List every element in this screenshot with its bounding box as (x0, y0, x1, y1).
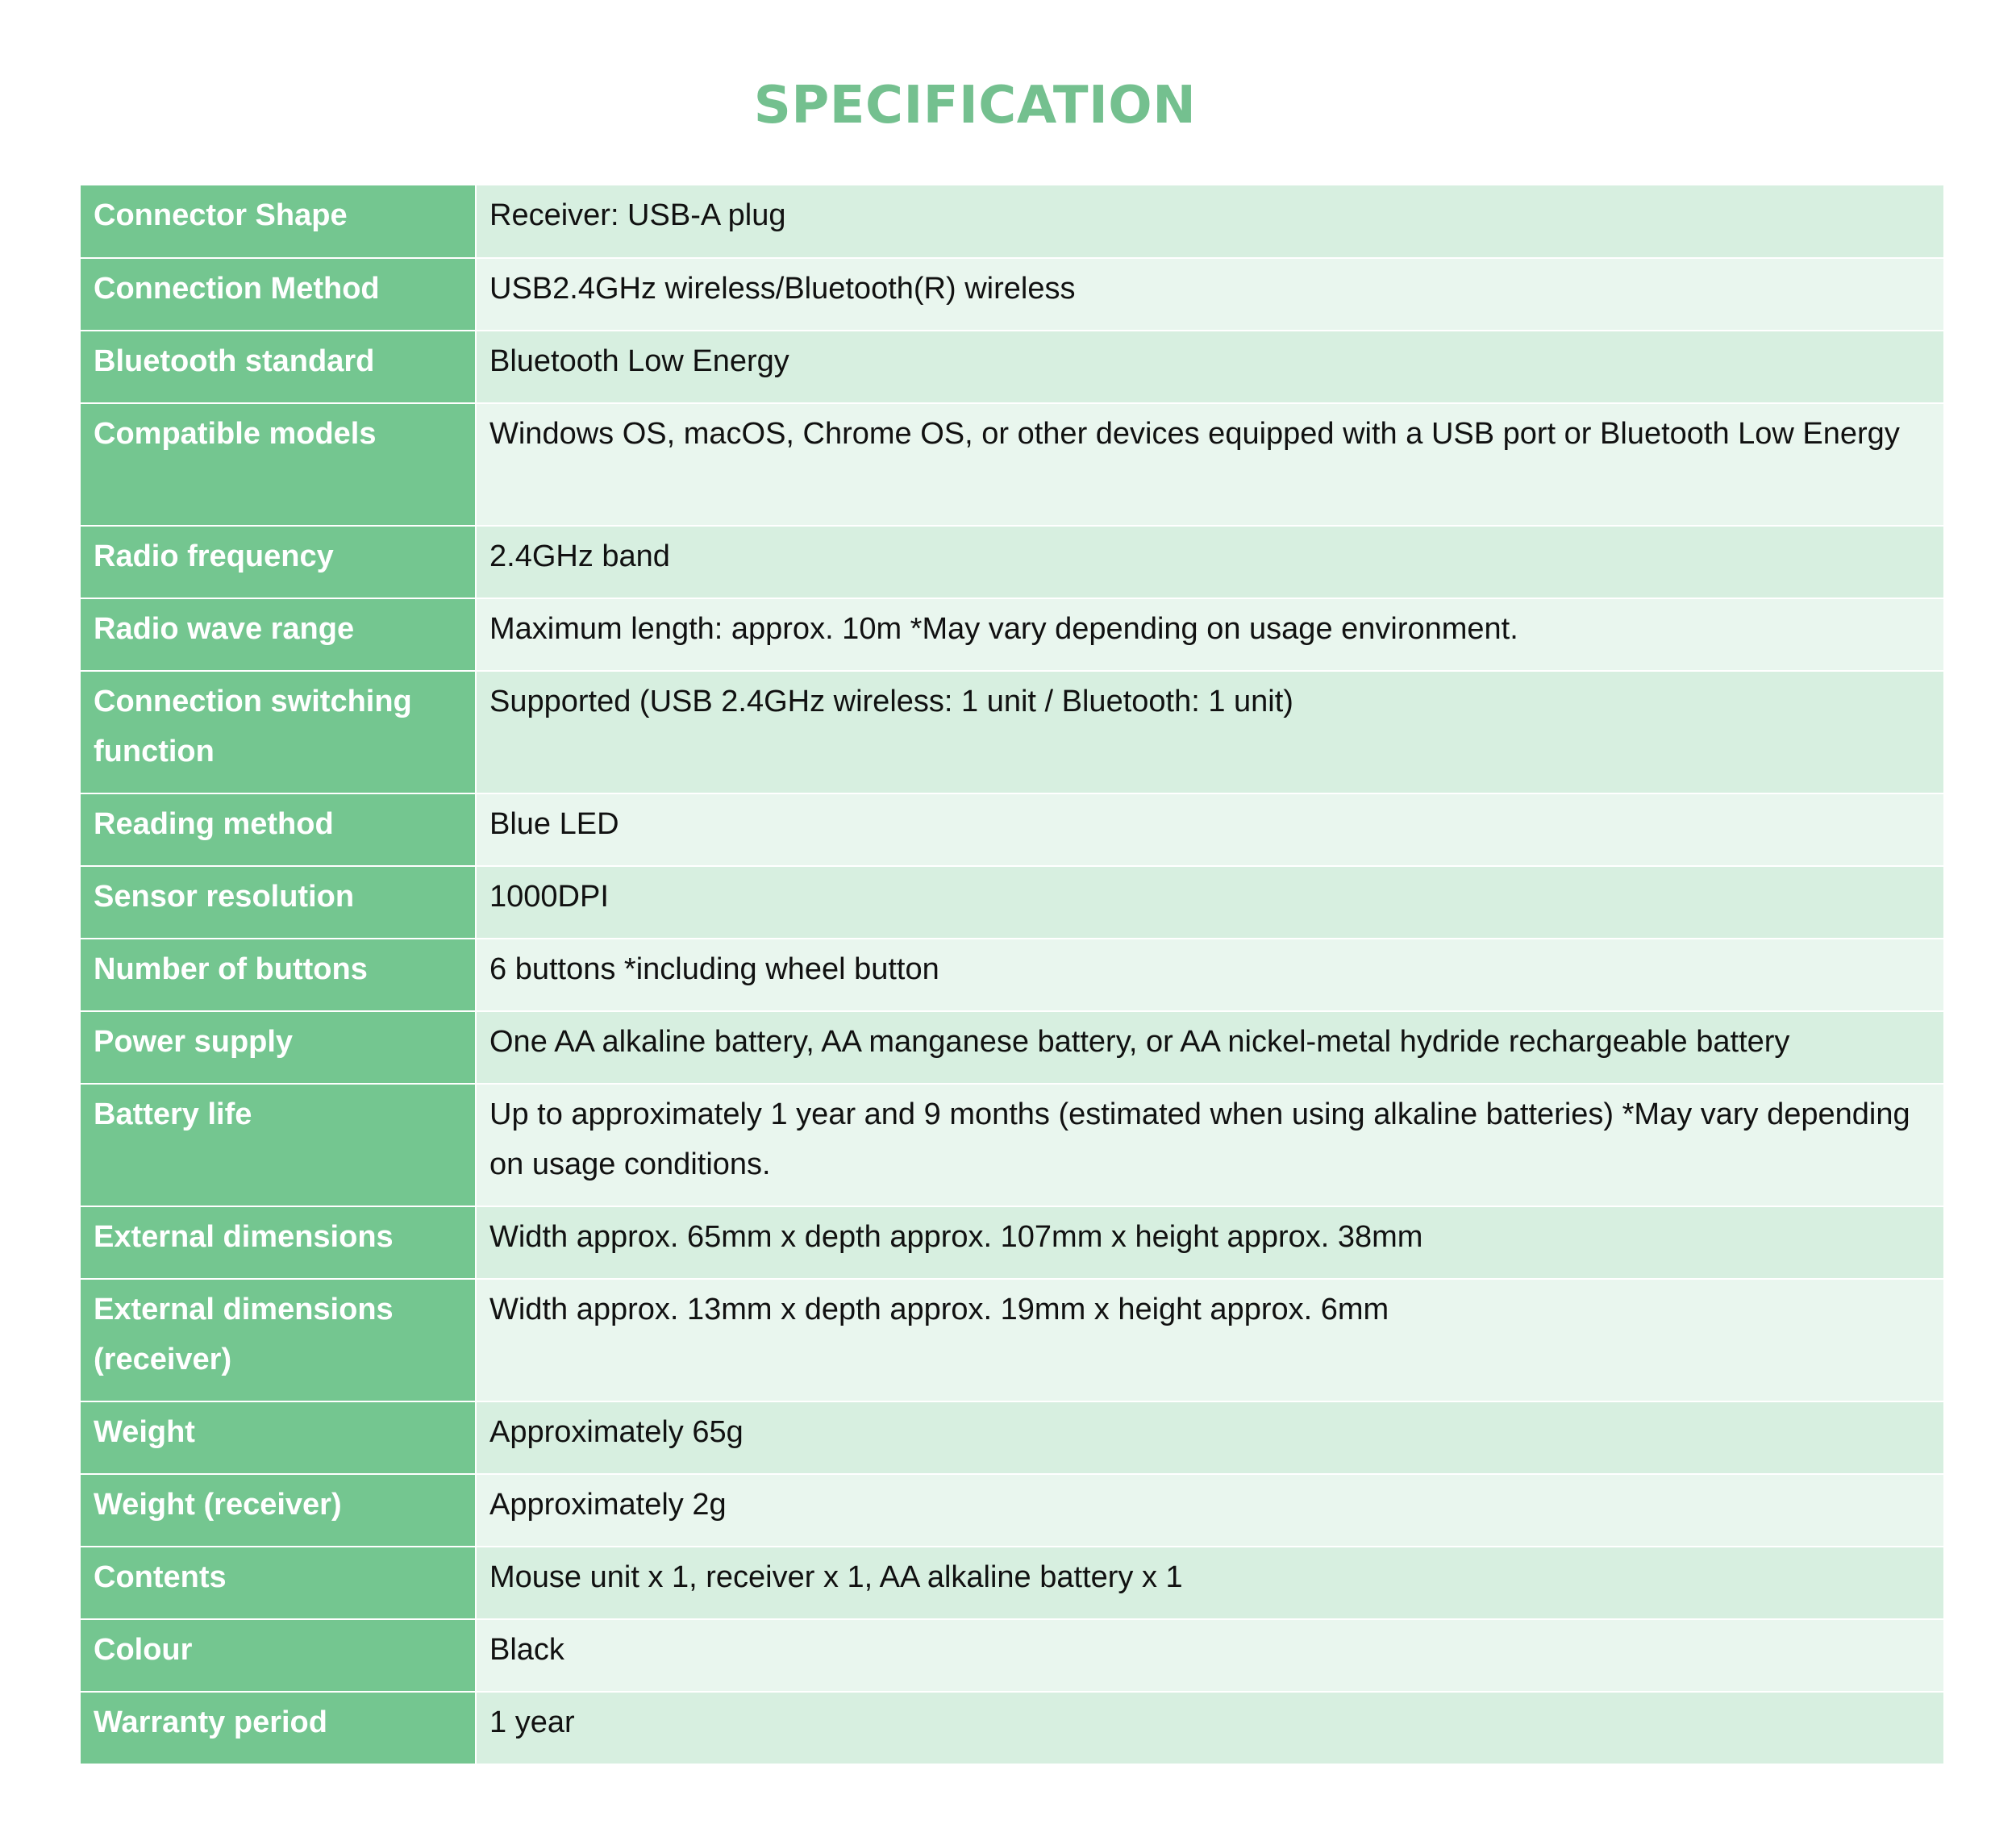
spec-row-colour (81, 1619, 1943, 1692)
spec-row-compatible-models (81, 403, 1943, 526)
spec-value: Up to approximately 1 year and 9 months (estimated when using alkaline batteries) *May vary depending on usage conditions. (476, 1084, 1943, 1206)
spec-value: Maximum length: approx. 10m *May vary depending on usage environment. (476, 598, 1943, 671)
spec-label: Contents (81, 1547, 476, 1619)
spec-value: Approximately 65g (476, 1401, 1943, 1474)
spec-row-radio-wave-range (81, 598, 1943, 671)
spec-label: Radio frequency (81, 526, 476, 598)
spec-value: Blue LED (476, 793, 1943, 866)
spec-value: 1000DPI (476, 866, 1943, 939)
spec-row-sensor-resolution (81, 866, 1943, 939)
spec-row-external-dimensions-receiver (81, 1279, 1943, 1401)
spec-label: External dimensions (81, 1206, 476, 1279)
spec-value: Bluetooth Low Energy (476, 331, 1943, 403)
spec-value: Black (476, 1619, 1943, 1692)
spec-value: 2.4GHz band (476, 526, 1943, 598)
spec-label: Connection Method (81, 258, 476, 331)
spec-row-external-dimensions (81, 1206, 1943, 1279)
spec-value: Receiver: USB-A plug (476, 185, 1943, 258)
spec-row-weight (81, 1401, 1943, 1474)
spec-label: External dimensions (receiver) (81, 1279, 476, 1401)
spec-value: Width approx. 65mm x depth approx. 107mm x height approx. 38mm (476, 1206, 1943, 1279)
spec-value: 6 buttons *including wheel button (476, 939, 1943, 1011)
spec-row-radio-frequency (81, 526, 1943, 598)
spec-value: Mouse unit x 1, receiver x 1, AA alkaline battery x 1 (476, 1547, 1943, 1619)
spec-label: Battery life (81, 1084, 476, 1206)
spec-label: Reading method (81, 793, 476, 866)
page-title: SPECIFICATION (753, 76, 1197, 135)
spec-row-connection-method (81, 258, 1943, 331)
spec-row-bluetooth-standard (81, 331, 1943, 403)
spec-label: Bluetooth standard (81, 331, 476, 403)
spec-label: Connection switching function (81, 671, 476, 793)
spec-label: Sensor resolution (81, 866, 476, 939)
spec-label: Compatible models (81, 403, 476, 526)
spec-row-number-of-buttons (81, 939, 1943, 1011)
spec-value: Supported (USB 2.4GHz wireless: 1 unit / Bluetooth: 1 unit) (476, 671, 1943, 793)
spec-value: Approximately 2g (476, 1474, 1943, 1547)
spec-label: Connector Shape (81, 185, 476, 258)
spec-row-battery-life (81, 1084, 1943, 1206)
spec-label: Weight (81, 1401, 476, 1474)
specification-table (81, 185, 1943, 1765)
spec-row-power-supply (81, 1011, 1943, 1084)
spec-value: Width approx. 13mm x depth approx. 19mm x height approx. 6mm (476, 1279, 1943, 1401)
spec-row-warranty-period (81, 1692, 1943, 1764)
spec-label: Power supply (81, 1011, 476, 1084)
spec-value: One AA alkaline battery, AA manganese battery, or AA nickel-metal hydride rechargeable battery (476, 1011, 1943, 1084)
spec-value: USB2.4GHz wireless/Bluetooth(R) wireless (476, 258, 1943, 331)
spec-row-weight-receiver (81, 1474, 1943, 1547)
spec-row-connector-shape (81, 185, 1943, 258)
spec-row-connection-switching (81, 671, 1943, 793)
spec-label: Weight (receiver) (81, 1474, 476, 1547)
spec-row-reading-method (81, 793, 1943, 866)
spec-value: 1 year (476, 1692, 1943, 1764)
spec-label: Radio wave range (81, 598, 476, 671)
spec-row-contents (81, 1547, 1943, 1619)
spec-label: Number of buttons (81, 939, 476, 1011)
spec-value: Windows OS, macOS, Chrome OS, or other devices equipped with a USB port or Bluetooth Low Energy (476, 403, 1943, 526)
spec-label: Warranty period (81, 1692, 476, 1764)
spec-label: Colour (81, 1619, 476, 1692)
